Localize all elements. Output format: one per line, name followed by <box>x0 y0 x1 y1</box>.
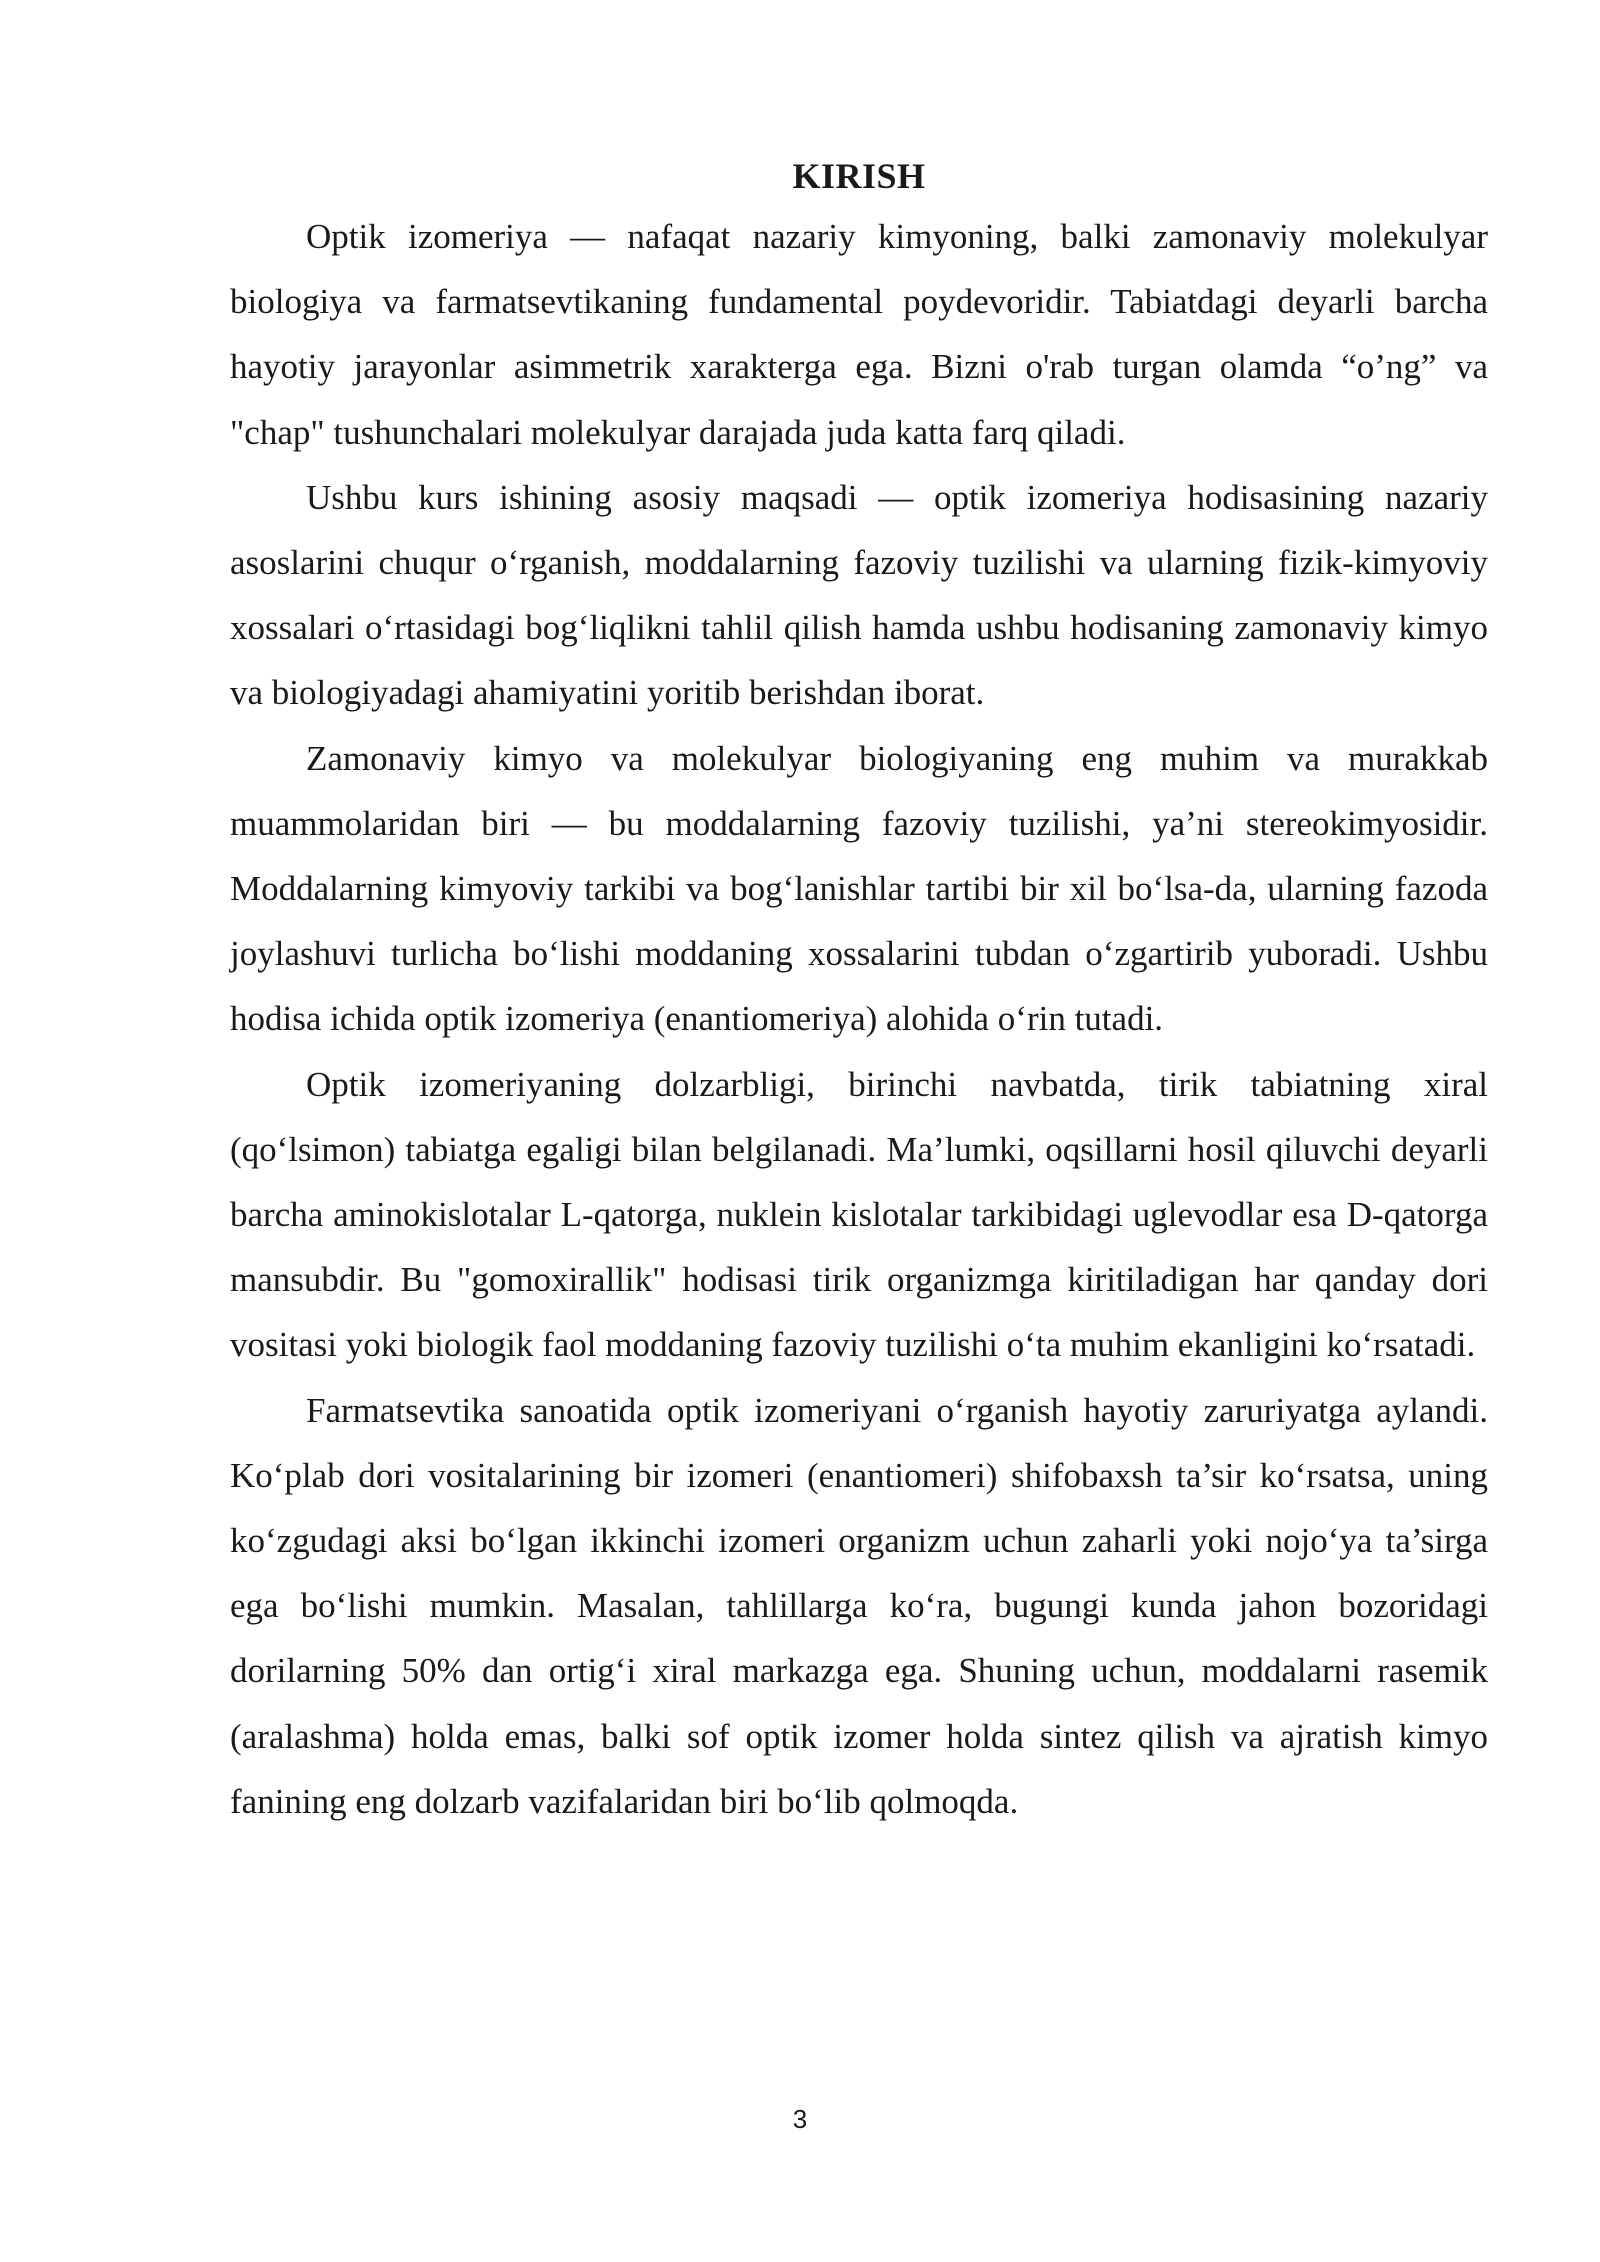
paragraph-2: Ushbu kurs ishining asosiy maqsadi — optik izomeriya hodisasining nazariy asoslarini chuqur oʻrganish, moddalarning fazoviy tuzilishi va ularning fizik-kimyoviy xossalari oʻrtasidagi bogʻliqlikni tahlil qilish hamda ushbu hodisaning zamonaviy kimyo va biologiyadagi ahamiyatini yoritib berishdan iborat. <box>230 477 1488 713</box>
page-number: 3 <box>792 2104 808 2134</box>
paragraph-4: Optik izomeriyaning dolzarbligi, birinchi navbatda, tirik tabiatning xiral (qoʻlsimon) tabiatga egaligi bilan belgilanadi. Ma’lumki, oqsillarni hosil qiluvchi deyarli barcha aminokislotalar L-qatorga, nuklein kislotalar tarkibidagi uglevodlar esa D-qatorga mansubdir. Bu "gomoxirallik" hodisasi tirik organizmga kiritiladigan har qanday dori vositasi yoki biologik faol moddaning fazoviy tuzilishi oʻta muhim ekanligini koʻrsatadi. <box>230 1064 1488 1365</box>
page-content <box>230 148 1488 1834</box>
paragraph-1: Optik izomeriya — nafaqat nazariy kimyoning, balki zamonaviy molekulyar biologiya va farmatsevtikaning fundamental poydevoridir. Tabiatdagi deyarli barcha hayotiy jarayonlar asimmetrik xarakterga ega. Bizni o'rab turgan olamda “o’ng” va "chap" tushunchalari molekulyar darajada juda katta farq qiladi. <box>230 217 1488 452</box>
section-heading: KIRISH <box>792 156 926 196</box>
paragraph-5: Farmatsevtika sanoatida optik izomeriyani oʻrganish hayotiy zaruriyatga aylandi. Koʻplab dori vositalarining bir izomeri (enantiomeri) shifobaxsh ta’sir koʻrsatsa, uning koʻzgudagi aksi boʻlgan ikkinchi izomeri organizm uchun zaharli yoki nojoʻya ta’sirga ega boʻlishi mumkin. Masalan, tahlillarga koʻra, bugungi kunda jahon bozoridagi dorilarning 50% dan ortigʻi xiral markazga ega. Shuning uchun, moddalarni rasemik (aralashma) holda emas, balki sof optik izomer holda sintez qilish va ajratish kimyo fanining eng dolzarb vazifalaridan biri boʻlib qolmoqda. <box>230 1390 1488 1821</box>
paragraph-3: Zamonaviy kimyo va molekulyar biologiyaning eng muhim va murakkab muammolaridan biri — bu moddalarning fazoviy tuzilishi, ya’ni stereokimyosidir. Moddalarning kimyoviy tarkibi va bogʻlanishlar tartibi bir xil boʻlsa-da, ularning fazoda joylashuvi turlicha boʻlishi moddaning xossalarini tubdan oʻzgartirib yuboradi. Ushbu hodisa ichida optik izomeriya (enantiomeriya) alohida oʻrin tutadi. <box>230 738 1488 1039</box>
